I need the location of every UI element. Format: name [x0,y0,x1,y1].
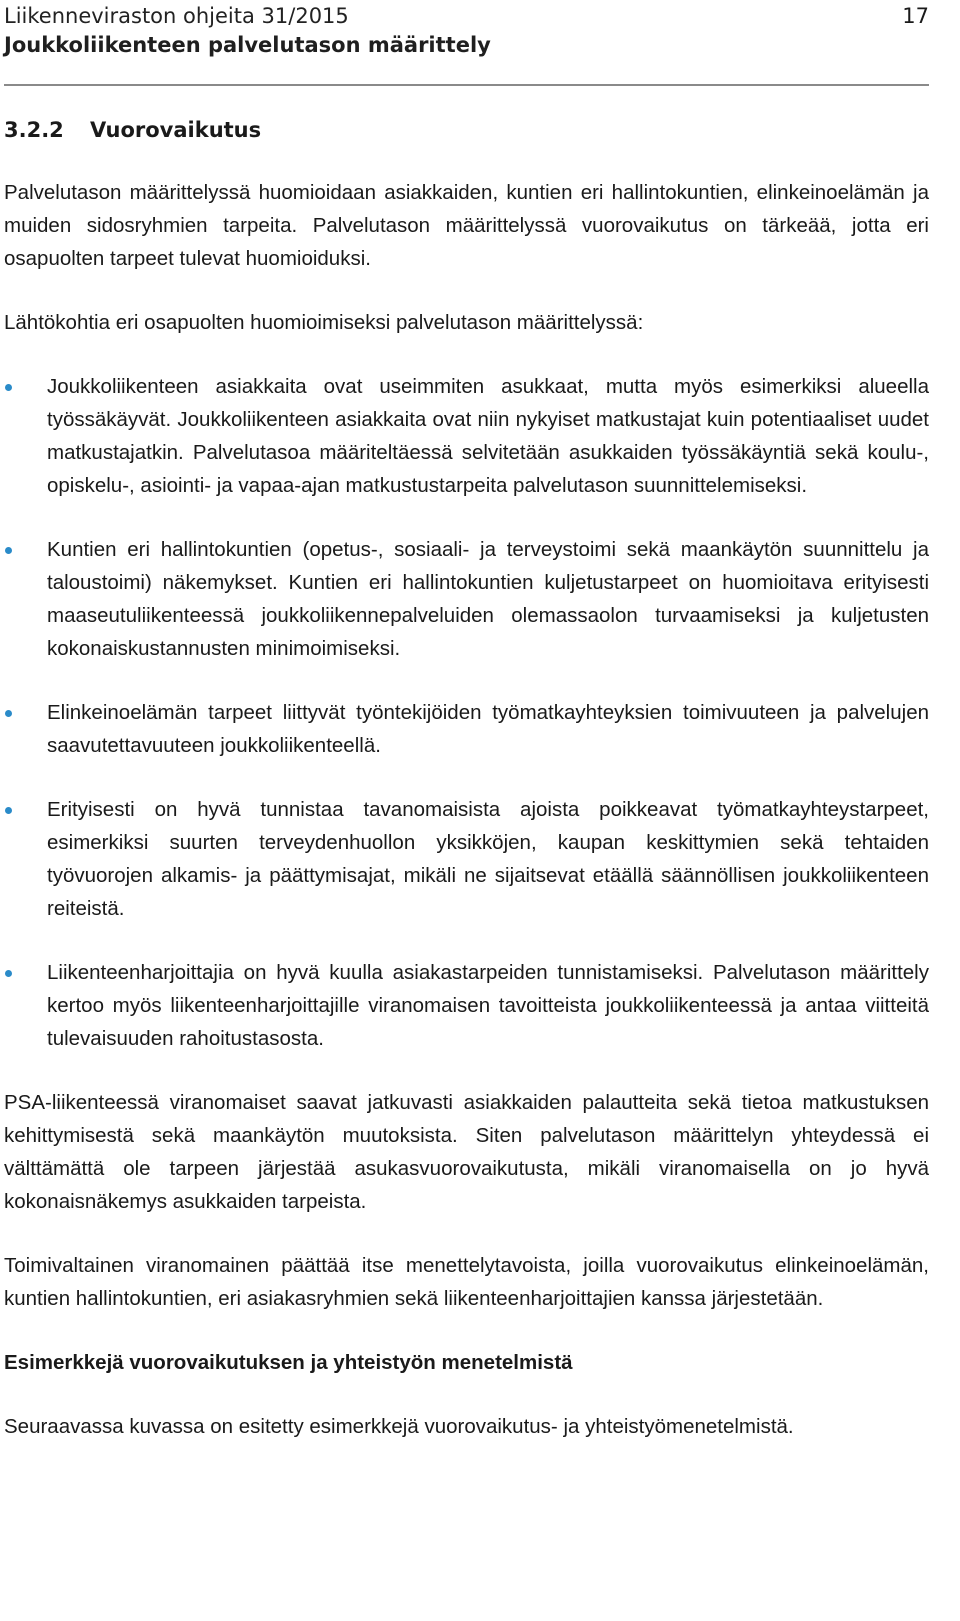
bullet-icon [5,970,12,977]
psa-paragraph: PSA-liikenteessä viranomaiset saavat jatkuvasti asiakkaiden palautteita sekä tietoa matkustuksen kehittymisestä sekä maankäytön muutoksista. Siten palvelutason määrittelyn yhteydessä ei välttämättä ole tarpeen järjestää asukasvuorovaikutusta, mikäli viranomaisella on jo hyvä kokonaisnäkemys asukkaiden tarpeista. [4,1091,929,1213]
document-page [4,0,929,1438]
list-item-text: Elinkeinoelämän tarpeet liittyvät työntekijöiden työmatkayhteyksien toimivuuteen ja palvelujen saavutettavuuteen joukkoliikenteellä. [47,701,929,757]
list-item-text: Joukkoliikenteen asiakkaita ovat useimmiten asukkaat, mutta myös esimerkiksi alueella työssäkäyvät. Joukkoliikenteen asiakkaita ovat niin nykyiset matkustajat kuin potentiaaliset uudet matkustajatkin. Palvelutasoa määriteltäessä selvitetään asukkaiden työssäkäyntiä sekä koulu-, opiskelu-, asiointi- ja vapaa-ajan matkustustarpeita palvelutason suunnittelemiseksi. [47,375,929,497]
bullet-icon [5,384,12,391]
bullet-icon [5,807,12,814]
list-item [4,533,929,665]
list-item-text: Kuntien eri hallintokuntien (opetus-, sosiaali- ja terveystoimi sekä maankäytön suunnittelu ja taloustoimi) näkemykset. Kuntien eri hallintokuntien kuljetustarpeet on huomioitava erityisesti maaseutuliikenteessä joukkoliikennepalveluiden olemassaolon turvaamiseksi ja kuljetusten kokonaiskustannusten minimoimiseksi. [47,538,929,660]
main-content [4,176,929,1443]
document-title: Joukkoliikenteen palvelutason määrittely [4,33,491,57]
authority-paragraph: Toimivaltainen viranomainen päättää itse menettelytavoista, joilla vuorovaikutus elinkeinoelämän, kuntien hallintokuntien, eri asiakasryhmien sekä liikenteenharjoittajien kanssa järjestetään. [4,1254,929,1310]
section-heading [4,118,261,142]
publication-series: Liikenneviraston ohjeita 31/2015 [4,4,349,28]
intro-paragraph: Palvelutason määrittelyssä huomioidaan asiakkaiden, kuntien eri hallintokuntien, elinkeinoelämän ja muiden sidosryhmien tarpeita. Palvelutason määrittelyssä vuorovaikutus on tärkeää, jotta eri osapuolten tarpeet tulevat huomioiduksi. [4,181,929,270]
list-item [4,956,929,1055]
bullet-list [4,370,929,1055]
examples-heading: Esimerkkejä vuorovaikutuksen ja yhteistyön menetelmistä [4,1351,573,1374]
list-item-text: Liikenteenharjoittajia on hyvä kuulla asiakastarpeiden tunnistamiseksi. Palvelutason määrittely kertoo myös liikenteenharjoittajille viranomaisen tavoitteista joukkoliikenteessä ja antaa viitteitä tulevaisuuden rahoitustasosta. [47,961,929,1050]
section-number: 3.2.2 [4,118,64,142]
lead-paragraph: Lähtökohtia eri osapuolten huomioimiseksi palvelutason määrittelyssä: [4,311,644,334]
list-item [4,370,929,502]
list-item-text: Erityisesti on hyvä tunnistaa tavanomaisista ajoista poikkeavat työmatkayhteystarpeet, esimerkiksi suurten terveydenhuollon yksikköjen, kaupan keskittymien sekä tehtaiden työvuorojen alkamis- ja päättymisajat, mikäli ne sijaitsevat etäällä säännöllisen joukkoliikenteen reiteistä. [47,798,929,920]
page-header [4,0,929,64]
list-item [4,696,929,762]
examples-paragraph: Seuraavassa kuvassa on esitetty esimerkkejä vuorovaikutus- ja yhteistyömenetelmistä. [4,1415,794,1438]
section-title: Vuorovaikutus [90,118,262,142]
bullet-icon [5,710,12,717]
header-divider [4,84,929,86]
bullet-icon [5,547,12,554]
list-item [4,793,929,925]
page-number: 17 [902,4,929,28]
